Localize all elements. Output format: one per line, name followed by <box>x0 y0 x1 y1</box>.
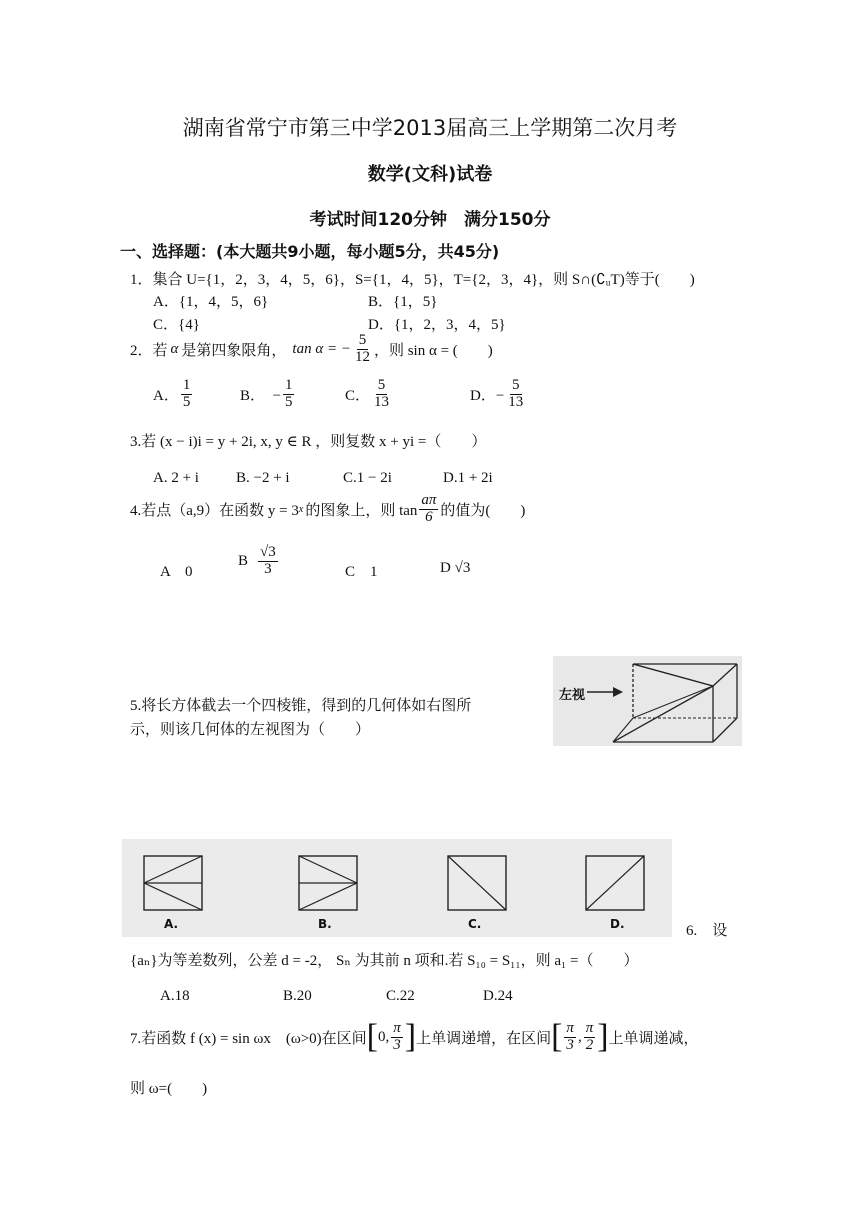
question-3-stem: 3.若 (x − i)i = y + 2i, x, y ∈ R ，则复数 x + yi =（ ） <box>130 434 487 450</box>
document-title: 湖南省常宁市第三中学2013届高三上学期第二次月考 <box>182 116 678 140</box>
question-6-stem: {aₙ}为等差数列，公差 d = -2， Sₙ 为其前 n 项和.若 S₁₀ = S₁₁，则 a₁ =（ ） <box>130 953 639 969</box>
question-4-option-c: C 1 <box>345 564 378 580</box>
fraction-denominator: 6 <box>425 508 433 525</box>
fraction-numerator: π <box>585 1019 594 1036</box>
exam-info: 考试时间120分钟 满分150分 <box>309 210 551 230</box>
question-3-option-d: D.1 + 2i <box>443 470 493 486</box>
q7-pre: 7.若函数 f (x) = sin ωx (ω>0)在区间 <box>130 1030 367 1047</box>
question-2-option-d <box>470 378 527 411</box>
question-2-stem <box>130 333 493 366</box>
q2-tan: tan α = − <box>292 340 351 357</box>
bracket-left: [ <box>551 1018 563 1055</box>
fraction-denominator: 13 <box>508 393 524 410</box>
fraction-denominator: 3 <box>264 560 272 577</box>
q4-fraction <box>419 493 438 526</box>
question-7-stem <box>130 1018 699 1056</box>
bracket-left: [ <box>366 1018 378 1055</box>
bracket-right: ] <box>597 1018 609 1055</box>
question-1-option-c: C．{4} <box>153 317 200 333</box>
q2-tan-fraction <box>353 333 372 366</box>
fraction-numerator: 5 <box>358 332 367 348</box>
question-4-option-d: D √3 <box>440 560 471 576</box>
q2-pre: 2．若 <box>130 342 168 359</box>
fraction-denominator: 12 <box>354 348 370 365</box>
fraction-numerator: aπ <box>421 492 437 508</box>
question-2-option-a <box>153 378 194 411</box>
fraction-numerator: π <box>566 1019 574 1036</box>
interval-2-fraction-a <box>564 1021 576 1054</box>
interval-1-start: 0, <box>377 1028 390 1045</box>
option-label: B <box>238 552 249 569</box>
question-6-option-d: D.24 <box>483 988 513 1004</box>
option-fraction <box>372 378 391 411</box>
question-2-option-b <box>240 378 296 411</box>
option-fraction <box>181 378 193 411</box>
bracket-right: ] <box>404 1018 417 1055</box>
fraction-numerator: 1 <box>284 377 293 393</box>
option-figure-label-a: A. <box>164 917 179 931</box>
interval-1-fraction <box>391 1021 403 1054</box>
question-4-stem <box>130 493 525 526</box>
comma: , <box>577 1028 582 1045</box>
solid-figure-image <box>553 656 742 746</box>
question-7-line-2: 则 ω=( ) <box>130 1081 208 1097</box>
question-5-line-1: 5.将长方体截去一个四棱锥，得到的几何体如右图所 <box>130 698 472 714</box>
document-subtitle: 数学(文科)试卷 <box>367 164 493 185</box>
option-figure-label-b: B. <box>318 917 332 931</box>
q4-mid: 的图象上，则 tan <box>305 502 418 519</box>
option-label: C． <box>345 387 371 404</box>
q4-post: 的值为( ) <box>440 502 526 519</box>
fraction-denominator: 2 <box>585 1036 594 1053</box>
question-6-option-a: A.18 <box>160 988 190 1004</box>
question-1-option-d: D．{1，2，3，4，5} <box>368 317 506 333</box>
question-2-option-c <box>345 378 393 411</box>
question-4-option-a: A 0 <box>160 564 193 580</box>
q7-post: 上单调递减， <box>608 1030 699 1047</box>
section-heading-choice: 一、选择题：(本大题共9小题，每小题5分，共45分) <box>120 242 500 261</box>
option-figure-label-d: D. <box>610 917 625 931</box>
q7-mid: 上单调递增，在区间 <box>416 1030 552 1047</box>
fraction-denominator: 3 <box>393 1036 401 1053</box>
option-figure-label-c: C. <box>468 917 482 931</box>
question-6-lead: 6. 设 <box>686 923 728 939</box>
fraction-numerator: 1 <box>182 377 191 393</box>
fraction-numerator: π <box>393 1019 401 1036</box>
option-fraction <box>506 378 525 411</box>
left-view-label: 左视 <box>559 688 586 703</box>
fraction-denominator: 5 <box>284 393 293 410</box>
option-fraction <box>258 545 278 578</box>
option-label: A． <box>153 387 179 404</box>
q4-pre: 4.若点（a,9）在函数 y = 3 <box>130 502 299 519</box>
options-figure-strip <box>122 839 672 937</box>
question-6-option-c: C.22 <box>386 988 415 1004</box>
question-5-line-2: 示，则该几何体的左视图为（ ） <box>130 722 371 738</box>
fraction-denominator: 13 <box>374 393 390 410</box>
q2-alpha: α <box>170 340 179 357</box>
fraction-numerator: 5 <box>512 377 520 393</box>
q2-post: ，则 sin α = ( ) <box>373 342 493 359</box>
options-drawing <box>122 839 672 937</box>
question-1-stem: 1．集合 U={1，2，3，4，5，6}，S={1，4，5}，T={2，3，4}，则 S∩(∁ᵤT)等于( ) <box>130 272 695 288</box>
q2-mid: 是第四象限角， <box>181 342 287 359</box>
option-fraction <box>283 378 295 411</box>
question-6-option-b: B.20 <box>283 988 312 1004</box>
fraction-denominator: 3 <box>566 1036 574 1053</box>
question-1-option-b: B．{1，5} <box>368 294 438 310</box>
interval-2-fraction-b <box>584 1021 596 1054</box>
question-3-option-b: B. −2 + i <box>236 470 290 486</box>
question-3-option-c: C.1 − 2i <box>343 470 392 486</box>
question-1-option-a: A．{1，4，5，6} <box>153 294 269 310</box>
option-label: B． − <box>240 387 281 404</box>
q4-exponent: x <box>298 503 304 515</box>
fraction-numerator: √3 <box>260 544 276 560</box>
question-4-option-b <box>238 545 280 578</box>
fraction-numerator: 5 <box>377 377 386 393</box>
question-3-option-a: A. 2 + i <box>153 470 199 486</box>
option-label: D．− <box>470 387 505 404</box>
fraction-denominator: 5 <box>182 393 191 410</box>
